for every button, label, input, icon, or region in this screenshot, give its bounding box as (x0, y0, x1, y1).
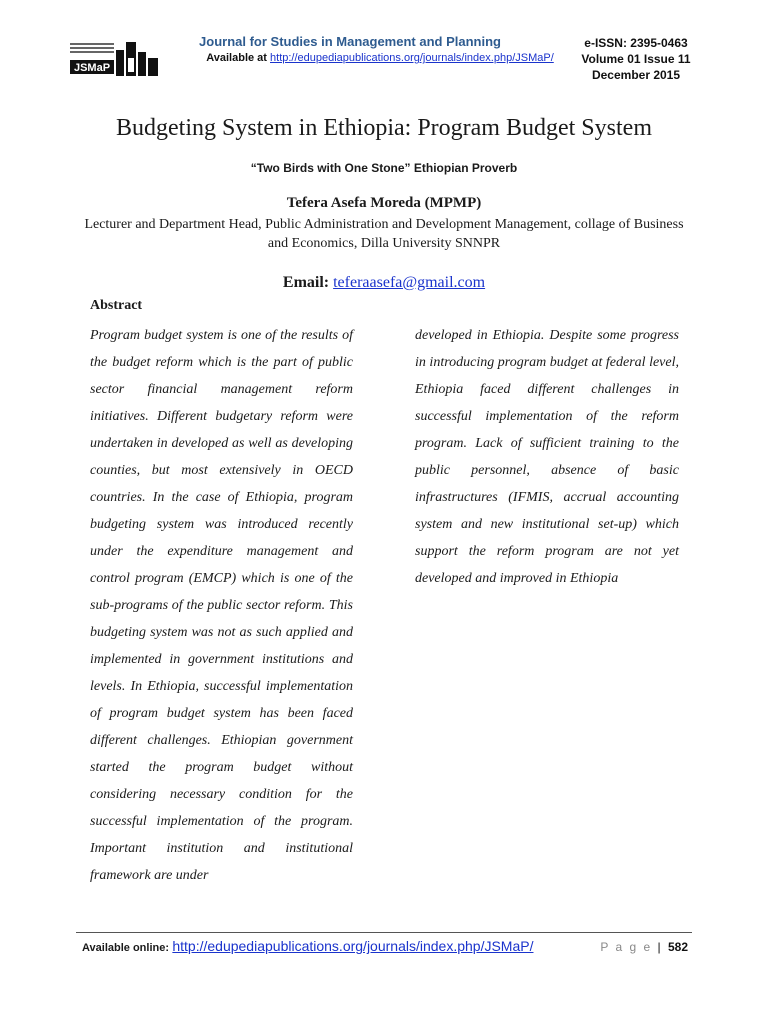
issue-info (578, 35, 694, 83)
footer-divider (76, 932, 692, 933)
abstract-column-right: developed in Ethiopia. Despite some progress in introducing program budget at federal level, Ethiopia faced different challenges in successful implementation of the reform program. Lack of sufficient training to the public personnel, absence of basic infrastructures (IFMIS, accrual accounting system and new institutional set-up) which support the reform program are not yet developed and improved in Ethiopia (415, 328, 679, 586)
footer-url-link[interactable]: http://edupediapublications.org/journals/index.php/JSMaP/ (172, 938, 534, 954)
eissn: e-ISSN: 2395-0463 (584, 36, 688, 50)
author-affiliation: Lecturer and Department Head, Public Administration and Development Management, collage of Business and Economics, Dilla University SNNPR (84, 217, 684, 251)
paper-title: Budgeting System in Ethiopia: Program Budget System (116, 115, 652, 141)
email-line (0, 274, 768, 292)
journal-url-link[interactable]: http://edupediapublications.org/journals/index.php/JSMaP/ (270, 52, 554, 64)
issue-date: December 2015 (591, 68, 681, 82)
available-label: Available at (206, 52, 267, 64)
page-footer (82, 938, 688, 954)
availability-line (170, 52, 590, 64)
logo-text: JSMaP (73, 62, 111, 74)
page-indicator (600, 940, 688, 954)
footer-available-label: Available online: (82, 942, 170, 954)
volume-issue: Volume 01 Issue 11 (581, 52, 691, 66)
email-label: Email: (282, 274, 330, 291)
author-name: Tefera Asefa Moreda (MPMP) (286, 195, 482, 211)
journal-title: Journal for Studies in Management and Planning (199, 34, 501, 49)
proverb: “Two Birds with One Stone” Ethiopian Proverb (250, 161, 518, 175)
page-separator: | (657, 940, 663, 954)
journal-header (170, 34, 590, 64)
page-label: P a g e (600, 940, 653, 954)
page-number: 582 (667, 940, 688, 954)
email-link[interactable]: teferaasefa@gmail.com (333, 274, 486, 291)
abstract-column-left: Program budget system is one of the results of the budget reform which is the part of public sector financial management reform initiatives. Different budgetary reform were undertaken in developed as well as developing counties, but most extensively in OECD countries. In the case of Ethiopia, program budgeting system was introduced recently under the expenditure management and control program (EMCP) which is one of the sub-programs of the public sector reform. This budgeting system was not as such applied and implemented in government institutions and levels. In Ethiopia, successful implementation of program budget system has been faced different challenges. Ethiopian government started the program budget without considering necessary condition for the successful implementation of the program. Important institution and institutional framework are under (90, 328, 353, 883)
abstract-heading: Abstract (90, 298, 143, 313)
